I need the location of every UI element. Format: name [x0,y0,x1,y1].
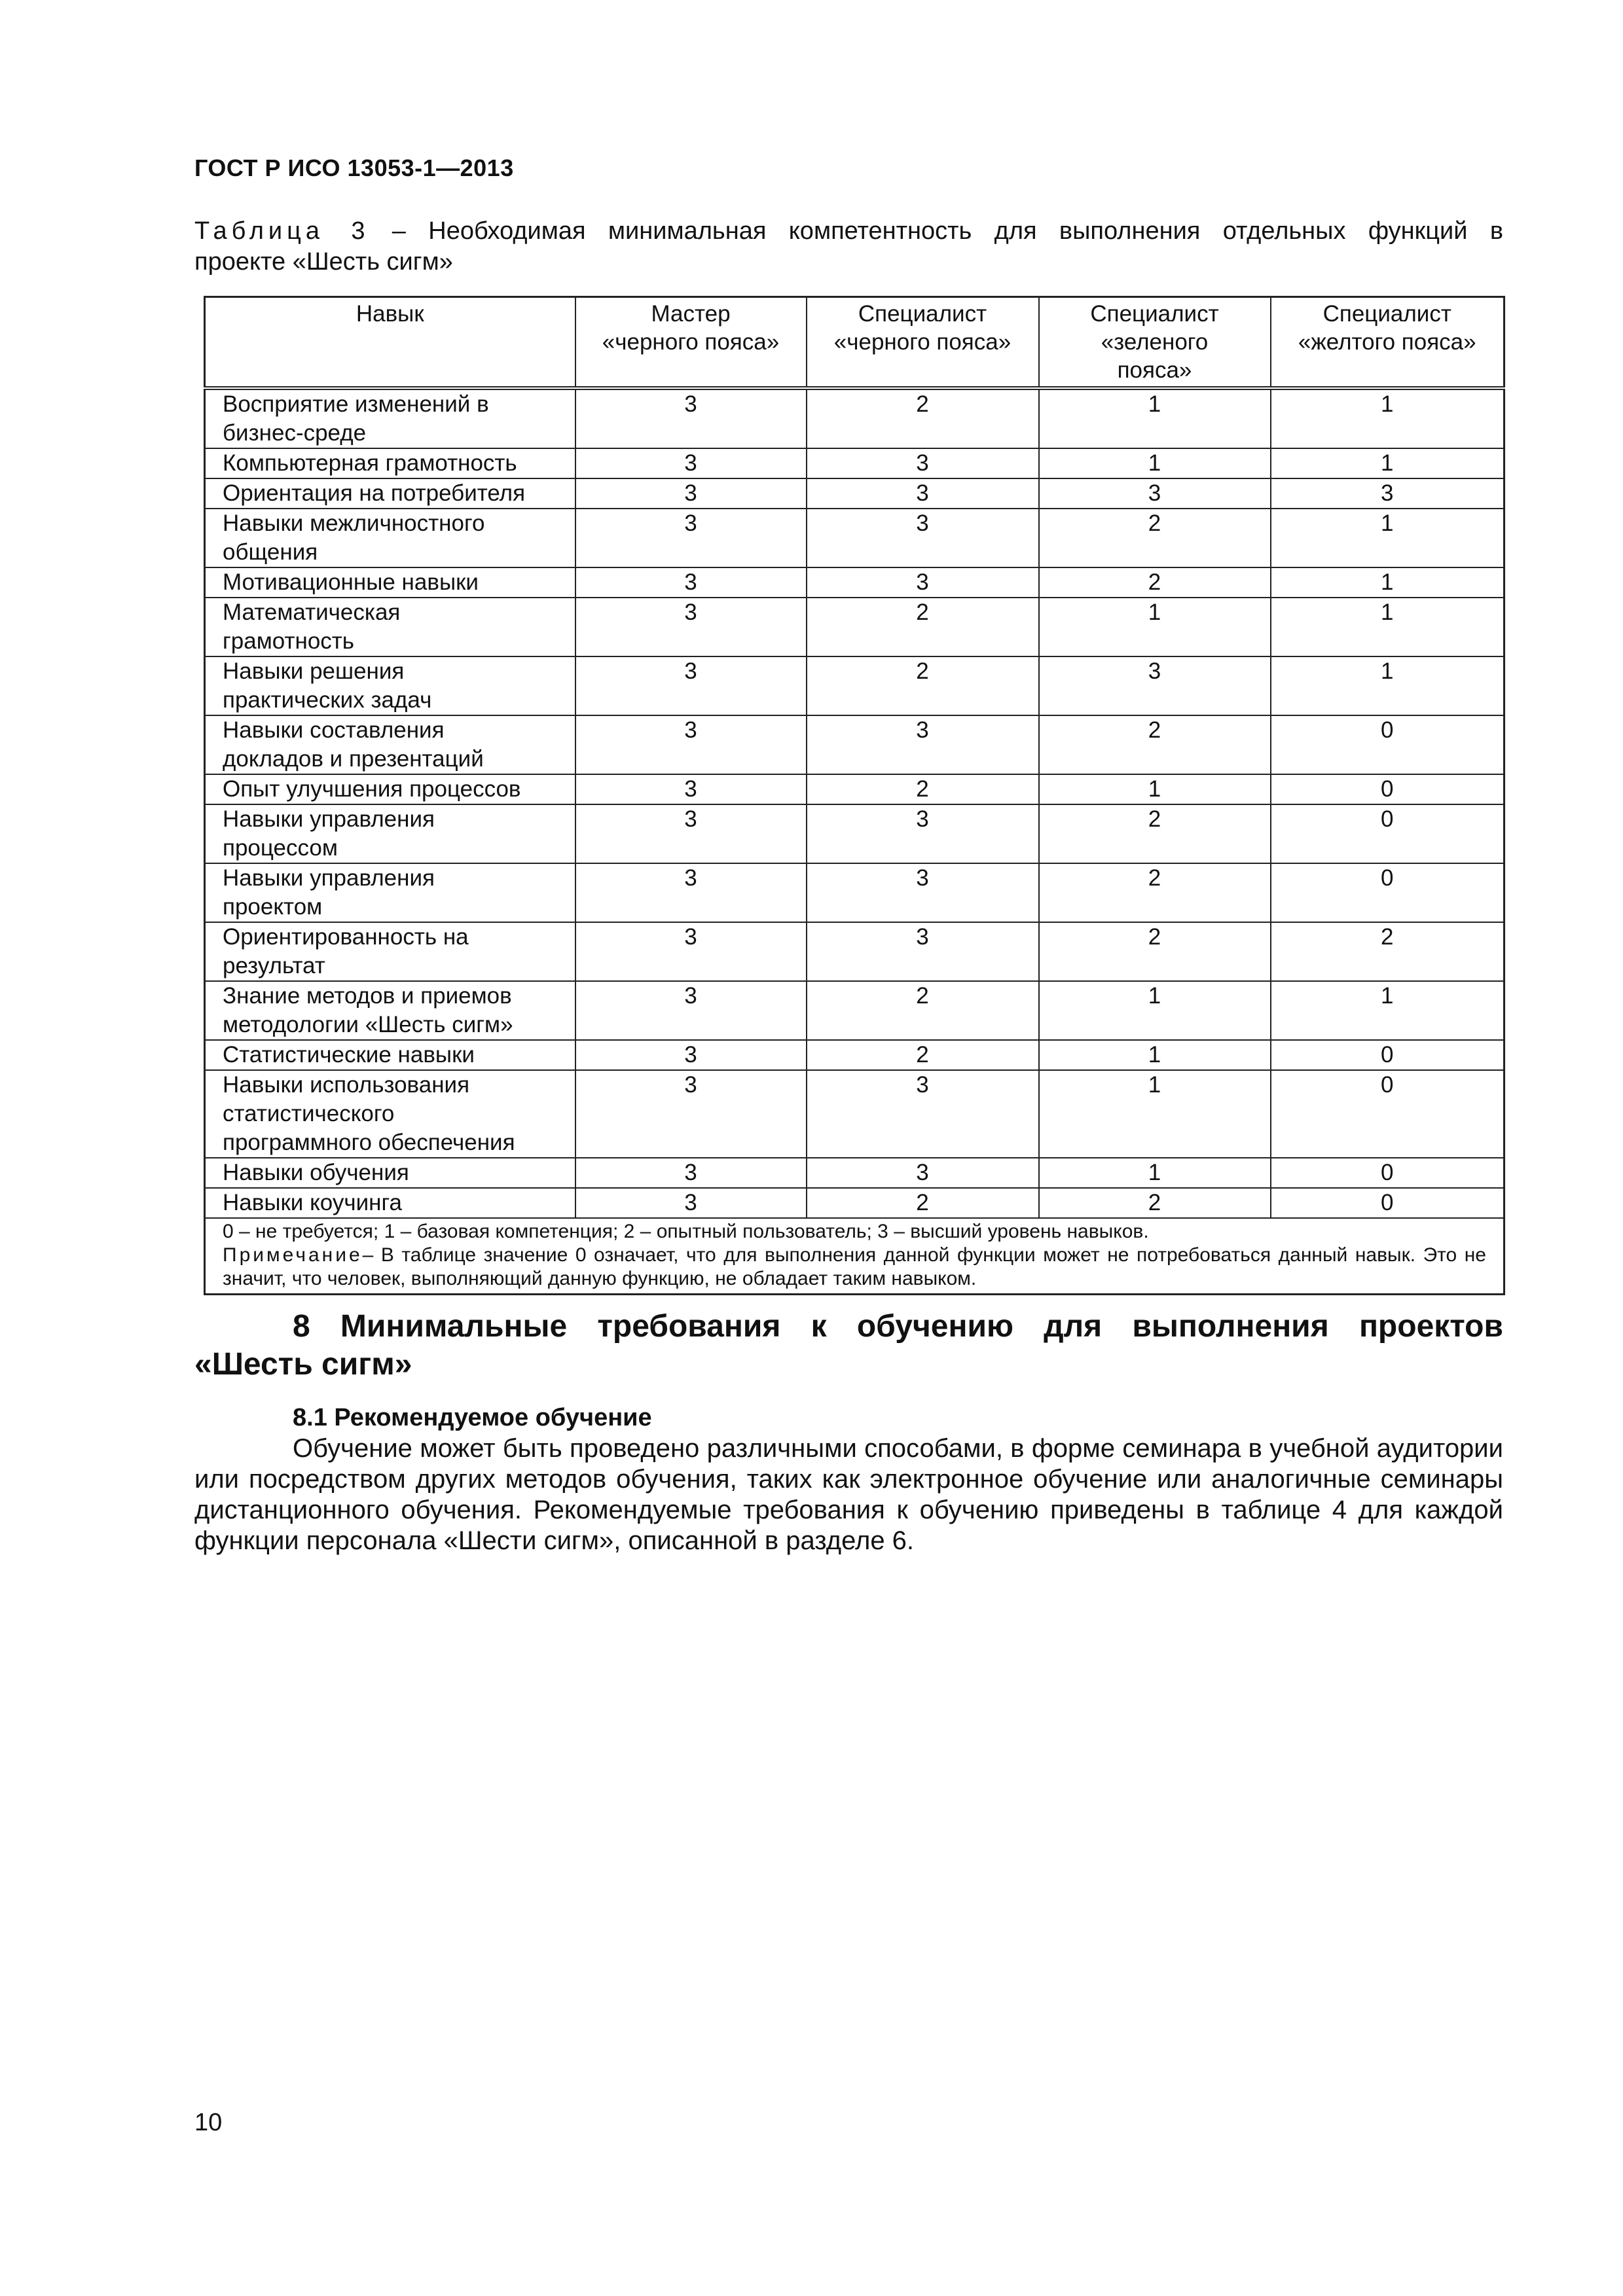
skill-name-line: практических задач [223,687,432,713]
level-cell: 2 [1039,715,1271,774]
level-cell: 3 [807,863,1039,922]
level-cell: 2 [807,981,1039,1040]
skill-cell [205,567,575,598]
skill-cell [205,1188,575,1218]
level-cell: 1 [1271,509,1504,567]
skill-name-line: Мотивационные навыки [223,569,479,595]
skill-name-line: Ориентированность на [223,924,469,950]
column-header-line: Навык [356,301,424,327]
level-cell: 0 [1271,1158,1504,1188]
table-row [205,1040,1504,1070]
level-cell: 3 [1271,478,1504,509]
level-cell: 3 [575,922,807,981]
skill-cell [205,863,575,922]
skill-name-line: Навыки управления [223,865,435,891]
body-paragraph: Обучение может быть проведено различными способами, в форме семинара в учебной аудитории или посредством других методов обучения, таких как электронное обучение или аналогичные семинары дистанционного обучения. Рекомендуемые требования к обучению приведены в таблице 4 для каждой функции персонала «Шести сигм», описанной в разделе 6. [194,1434,1503,1555]
skill-name-line: Навыки коучинга [223,1190,402,1215]
page-number: 10 [194,2109,223,2136]
level-cell: 0 [1271,863,1504,922]
column-header-2 [807,297,1039,389]
skill-name-line: грамотность [223,628,355,654]
level-cell: 2 [807,1040,1039,1070]
level-cell: 0 [1271,715,1504,774]
table-row [205,1158,1504,1188]
level-cell: 3 [575,656,807,715]
level-cell: 3 [575,715,807,774]
level-cell: 2 [807,1188,1039,1218]
skill-name-line: общения [223,539,318,565]
level-cell: 1 [1271,981,1504,1040]
level-cell: 1 [1039,774,1271,804]
level-cell: 2 [1039,1188,1271,1218]
level-cell: 1 [1271,598,1504,656]
column-header-4 [1271,297,1504,389]
column-header-0 [205,297,575,389]
level-cell: 1 [1271,656,1504,715]
table-footnote [205,1218,1504,1295]
column-header-line: «черного пояса» [833,329,1012,355]
skill-name-line: Знание методов и приемов [223,983,512,1009]
column-header-line: «желтого пояса» [1298,329,1476,355]
skill-name-line: докладов и презентаций [223,746,484,772]
skill-cell [205,388,575,448]
level-cell: 1 [1039,1040,1271,1070]
skill-name-line: Навыки использования [223,1072,470,1098]
skill-name-line: Навыки управления [223,806,435,832]
column-header-line: Специалист [1322,301,1451,327]
table-row [205,448,1504,478]
table-row [205,922,1504,981]
level-cell: 3 [575,478,807,509]
level-cell: 1 [1039,598,1271,656]
table-row [205,567,1504,598]
level-cell: 3 [575,774,807,804]
level-cell: 3 [1039,656,1271,715]
level-cell: 3 [575,1070,807,1158]
level-cell: 1 [1271,388,1504,448]
level-cell: 2 [807,774,1039,804]
skill-name-line: Навыки межличностного [223,511,485,536]
level-cell: 0 [1271,774,1504,804]
skill-cell [205,1158,575,1188]
footnote-note [223,1244,1486,1291]
level-cell: 3 [575,863,807,922]
table-row [205,1188,1504,1218]
skill-name-line: Восприятие изменений в [223,391,489,417]
level-cell: 3 [807,567,1039,598]
level-cell: 1 [1039,1158,1271,1188]
skill-name-line: методологии «Шесть сигм» [223,1012,513,1037]
skill-name-line: Навыки обучения [223,1160,409,1185]
skill-cell [205,981,575,1040]
level-cell: 3 [575,509,807,567]
table-row [205,804,1504,863]
level-cell: 3 [575,1158,807,1188]
level-cell: 3 [807,922,1039,981]
skill-name-line: Навыки решения [223,658,405,684]
section-heading [194,1308,1503,1384]
table-caption-dash: – [369,217,429,245]
footnote-note-text: – В таблице значение 0 означает, что для выполнения данной функции может не потребоваться данный навык. Это не значит, что человек, выполняющий данную функцию, не обладает таким навыком. [223,1244,1486,1289]
level-cell: 2 [1039,804,1271,863]
skill-cell [205,448,575,478]
footnote-legend: 0 – не требуется; 1 – базовая компетенция; 2 – опытный пользователь; 3 – высший уровень навыков. [223,1221,1149,1242]
competence-table [204,296,1505,1295]
level-cell: 3 [575,1188,807,1218]
table-body [205,388,1504,1218]
level-cell: 3 [807,804,1039,863]
table-row [205,774,1504,804]
skill-cell [205,715,575,774]
column-header-line: «черного пояса» [602,329,780,355]
level-cell: 1 [1039,1070,1271,1158]
column-header-line: Специалист [858,301,987,327]
level-cell: 2 [807,656,1039,715]
level-cell: 0 [1271,1040,1504,1070]
table-caption-text-line1: Необходимая минимальная компетентность для выполнения отдельных функций в [428,217,1504,245]
skill-cell [205,922,575,981]
table-row [205,863,1504,922]
skill-cell [205,1070,575,1158]
table-row [205,656,1504,715]
level-cell: 1 [1039,448,1271,478]
section-heading-line2: «Шесть сигм» [194,1347,412,1382]
table-row [205,509,1504,567]
level-cell: 1 [1039,388,1271,448]
level-cell: 0 [1271,1070,1504,1158]
skill-name-line: Статистические навыки [223,1042,475,1067]
table-row [205,478,1504,509]
table-caption-label: Таблица 3 [194,217,370,245]
column-header-line: «зеленого [1101,329,1209,355]
level-cell: 3 [807,1070,1039,1158]
level-cell: 3 [807,715,1039,774]
column-header-line: Мастер [651,301,731,327]
skill-cell [205,774,575,804]
footnote-note-label: Примечание [223,1244,363,1266]
skill-name-line: бизнес-среде [223,420,367,446]
skill-name-line: программного обеспечения [223,1130,515,1155]
level-cell: 3 [807,478,1039,509]
level-cell: 2 [1039,509,1271,567]
level-cell: 3 [807,448,1039,478]
table-row [205,388,1504,448]
skill-cell [205,1040,575,1070]
table-footnote-row [205,1218,1504,1295]
level-cell: 3 [575,388,807,448]
skill-name-line: результат [223,953,325,978]
column-header-line: пояса» [1117,357,1192,383]
level-cell: 3 [575,804,807,863]
level-cell: 2 [1271,922,1504,981]
skill-cell [205,478,575,509]
skill-name-line: процессом [223,835,338,861]
column-header-3 [1039,297,1271,389]
document-header: ГОСТ Р ИСО 13053-1—2013 [194,154,514,181]
table-caption [194,216,1503,278]
skill-name-line: проектом [223,894,323,920]
table-row [205,598,1504,656]
level-cell: 2 [1039,922,1271,981]
competence-table-wrapper [204,296,1503,1295]
skill-cell [205,509,575,567]
column-header-line: Специалист [1090,301,1219,327]
level-cell: 3 [807,1158,1039,1188]
level-cell: 2 [1039,567,1271,598]
level-cell: 3 [575,448,807,478]
skill-name-line: Математическая [223,600,401,625]
level-cell: 3 [575,567,807,598]
skill-name-line: статистического [223,1101,395,1126]
skill-name-line: Навыки составления [223,717,445,743]
skill-cell [205,656,575,715]
table-row [205,715,1504,774]
skill-name-line: Опыт улучшения процессов [223,776,521,802]
subsection-heading: 8.1 Рекомендуемое обучение [293,1404,652,1431]
column-header-1 [575,297,807,389]
level-cell: 2 [807,598,1039,656]
level-cell: 0 [1271,1188,1504,1218]
level-cell: 2 [1039,863,1271,922]
skill-cell [205,804,575,863]
level-cell: 0 [1271,804,1504,863]
table-header-row [205,297,1504,389]
table-row [205,981,1504,1040]
level-cell: 3 [575,981,807,1040]
table-caption-text-line2: проекте «Шесть сигм» [194,248,453,276]
level-cell: 1 [1271,448,1504,478]
section-heading-line1: 8 Минимальные требования к обучению для выполнения проектов [293,1309,1503,1344]
level-cell: 2 [807,388,1039,448]
level-cell: 3 [575,598,807,656]
skill-cell [205,598,575,656]
table-row [205,1070,1504,1158]
level-cell: 3 [575,1040,807,1070]
level-cell: 3 [1039,478,1271,509]
level-cell: 1 [1271,567,1504,598]
skill-name-line: Ориентация на потребителя [223,480,526,506]
skill-name-line: Компьютерная грамотность [223,450,517,476]
level-cell: 1 [1039,981,1271,1040]
level-cell: 3 [807,509,1039,567]
